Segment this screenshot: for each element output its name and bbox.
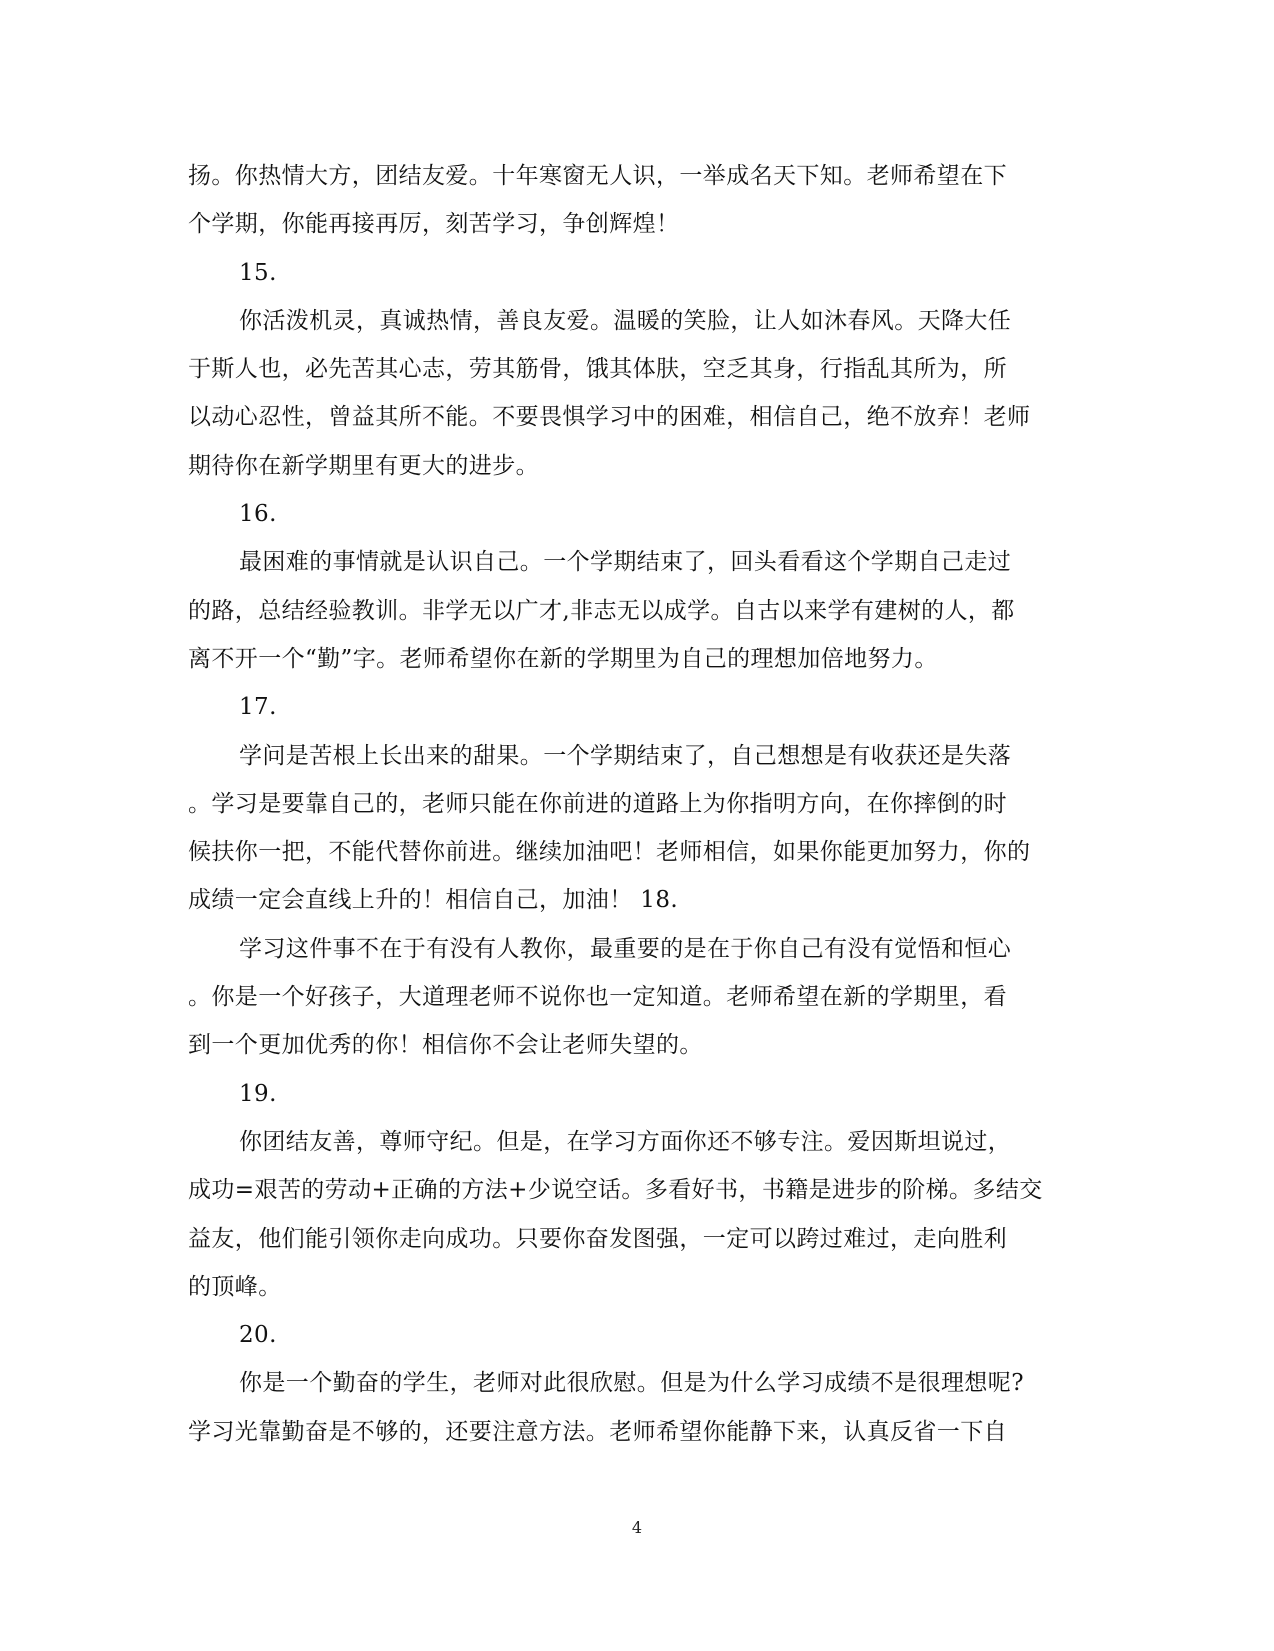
text-line: 于斯人也，必先苦其心志，劳其筋骨，饿其体肤，空乏其身，行指乱其所为，所 [188, 356, 1007, 383]
text-line: 候扶你一把，不能代替你前进。继续加油吧！老师相信，如果你能更加努力，你的 [188, 839, 1031, 866]
text-line: 19. [239, 1080, 277, 1107]
text-line: 学习这件事不在于有没有人教你，最重要的是在于你自己有没有觉悟和恒心 [239, 935, 1012, 962]
text-line: 15. [239, 259, 277, 286]
text-line: 你活泼机灵，真诚热情，善良友爱。温暖的笑脸，让人如沐春风。天降大任 [239, 307, 1012, 334]
page-number: 4 [631, 1518, 643, 1537]
text-line: 成功=艰苦的劳动+正确的方法+少说空话。多看好书，书籍是进步的阶梯。多结交 [188, 1177, 1043, 1204]
text-line: 学问是苦根上长出来的甜果。一个学期结束了，自己想想是有收获还是失落 [239, 742, 1012, 769]
text-line: 扬。你热情大方，团结友爱。十年寒窗无人识，一举成名天下知。老师希望在下 [188, 163, 1007, 189]
text-line: 的路，总结经验教训。非学无以广才,非志无以成学。自古以来学有建树的人，都 [188, 597, 1015, 624]
text-line: 。你是一个好孩子，大道理老师不说你也一定知道。老师希望在新的学期里，看 [188, 984, 1007, 1011]
text-line: 。学习是要靠自己的，老师只能在你前进的道路上为你指明方向，在你摔倒的时 [188, 790, 1007, 817]
text-line: 学习光靠勤奋是不够的，还要注意方法。老师希望你能静下来，认真反省一下自 [188, 1418, 1007, 1445]
text-line: 最困难的事情就是认识自己。一个学期结束了，回头看看这个学期自己走过 [239, 549, 1012, 576]
text-line: 16. [239, 501, 277, 528]
text-line: 的顶峰。 [188, 1273, 282, 1300]
text-line: 17. [239, 694, 277, 721]
text-line: 离不开一个“勤”字。老师希望你在新的学期里为自己的理想加倍地努力。 [188, 645, 938, 672]
text-line: 20. [239, 1322, 277, 1349]
text-line: 益友，他们能引领你走向成功。只要你奋发图强，一定可以跨过难过，走向胜利 [188, 1225, 1007, 1252]
text-line: 你是一个勤奋的学生，老师对此很欣慰。但是为什么学习成绩不是很理想呢? [239, 1370, 1024, 1397]
text-line: 以动心忍性，曾益其所不能。不要畏惧学习中的困难，相信自己，绝不放弃！老师 [188, 404, 1031, 431]
body-text [188, 152, 1068, 1456]
text-line: 成绩一定会直线上升的！相信自己，加油！ 18. [188, 887, 679, 914]
text-line: 期待你在新学期里有更大的进步。 [188, 452, 539, 479]
text-line: 个学期，你能再接再厉，刻苦学习，争创辉煌！ [188, 211, 680, 238]
text-line: 你团结友善，尊师守纪。但是，在学习方面你还不够专注。爱因斯坦说过， [239, 1128, 1012, 1155]
text-line: 到一个更加优秀的你！相信你不会让老师失望的。 [188, 1032, 703, 1059]
